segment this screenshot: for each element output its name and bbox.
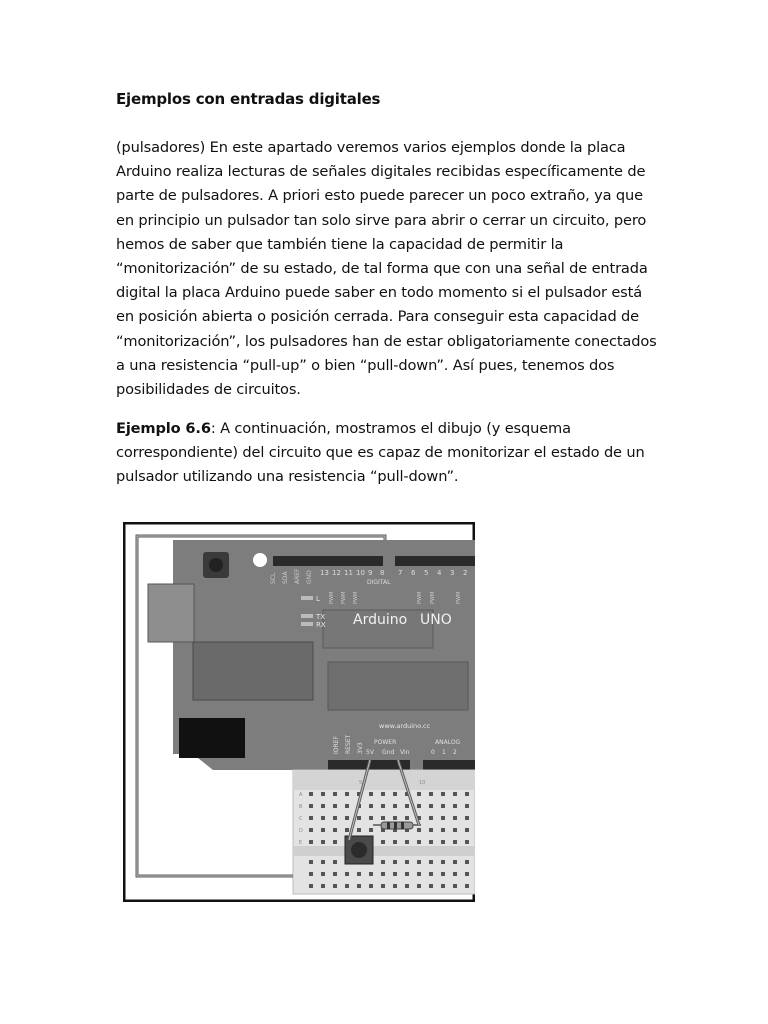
breadboard-hole <box>465 816 469 820</box>
breadboard-hole <box>405 884 409 888</box>
breadboard-hole <box>465 792 469 796</box>
example-paragraph <box>116 417 664 490</box>
section-heading: Ejemplos con entradas digitales <box>116 90 381 108</box>
breadboard-hole <box>429 872 433 876</box>
breadboard-hole <box>333 872 337 876</box>
breadboard-hole <box>453 840 457 844</box>
breadboard-hole <box>465 840 469 844</box>
led-tx <box>301 614 313 618</box>
pwm-label-11: PWM <box>329 591 335 604</box>
breadboard-hole <box>333 792 337 796</box>
pin-label-gnd: GND <box>306 570 313 584</box>
breadboard-hole <box>321 816 325 820</box>
pwm-label-5: PWM <box>430 591 436 604</box>
breadboard-hole <box>393 816 397 820</box>
board-name: Arduino <box>353 612 408 628</box>
pwm-label-6: PWM <box>417 591 423 604</box>
breadboard-hole <box>417 860 421 864</box>
breadboard-hole <box>333 860 337 864</box>
breadboard-hole <box>465 872 469 876</box>
breadboard-hole <box>345 884 349 888</box>
breadboard-hole <box>453 816 457 820</box>
breadboard-hole <box>393 840 397 844</box>
breadboard-hole <box>417 804 421 808</box>
pwm-label-3: PWM <box>456 591 462 604</box>
breadboard-hole <box>465 860 469 864</box>
breadboard-hole <box>357 884 361 888</box>
led-label-l: L <box>316 595 320 603</box>
breadboard-hole <box>429 816 433 820</box>
breadboard-hole <box>309 860 313 864</box>
breadboard-hole <box>441 816 445 820</box>
row-label-d: D <box>299 828 303 834</box>
digital-header-left <box>273 556 383 566</box>
pin-number-3: 3 <box>450 569 455 577</box>
breadboard-hole <box>369 792 373 796</box>
breadboard-hole <box>429 828 433 832</box>
breadboard-hole <box>321 792 325 796</box>
breadboard-hole <box>405 804 409 808</box>
breadboard-hole <box>441 860 445 864</box>
pin-reset: RESET <box>345 734 352 754</box>
pin-number-9: 9 <box>368 569 373 577</box>
breadboard-hole <box>321 860 325 864</box>
example-label: Ejemplo 6.6 <box>116 420 211 437</box>
col-label-10: 10 <box>419 780 426 786</box>
pin-number-2: 2 <box>463 569 468 577</box>
pin-label-sda: SDA <box>282 571 289 584</box>
breadboard-hole <box>381 816 385 820</box>
led-label-rx: RX <box>316 621 326 629</box>
breadboard-hole <box>429 840 433 844</box>
pin-a1: 1 <box>442 749 446 756</box>
breadboard-hole <box>465 884 469 888</box>
mounting-hole <box>253 553 267 567</box>
breadboard-hole <box>357 872 361 876</box>
breadboard-hole <box>417 840 421 844</box>
pin-gnd: Gnd <box>382 749 395 756</box>
pin-3v3: 3V3 <box>357 742 364 754</box>
breadboard-hole <box>381 840 385 844</box>
breadboard-hole <box>453 804 457 808</box>
pin-label-aref: AREF <box>294 568 301 584</box>
breadboard-hole <box>333 884 337 888</box>
breadboard-hole <box>345 804 349 808</box>
breadboard-hole <box>369 872 373 876</box>
breadboard-hole <box>369 884 373 888</box>
breadboard-hole <box>333 804 337 808</box>
pin-5v: 5V <box>366 749 374 756</box>
row-label-e: E <box>299 840 303 846</box>
breadboard-hole <box>309 872 313 876</box>
breadboard-hole <box>321 872 325 876</box>
breadboard-hole <box>345 792 349 796</box>
pin-number-11: 11 <box>344 569 353 577</box>
breadboard-hole <box>321 884 325 888</box>
breadboard-hole <box>405 840 409 844</box>
pin-ioref: IOREF <box>333 736 340 754</box>
row-label-c: C <box>299 816 303 822</box>
breadboard-hole <box>405 872 409 876</box>
breadboard-hole <box>441 872 445 876</box>
pwm-label-10: PWM <box>341 591 347 604</box>
breadboard-hole <box>453 860 457 864</box>
breadboard-hole <box>429 804 433 808</box>
breadboard-hole <box>369 816 373 820</box>
breadboard-hole <box>333 816 337 820</box>
circuit-illustration <box>123 522 475 902</box>
breadboard-hole <box>465 828 469 832</box>
breadboard-hole <box>309 816 313 820</box>
analog-header <box>423 760 475 770</box>
breadboard-hole <box>381 792 385 796</box>
breadboard-hole <box>453 872 457 876</box>
board-chip <box>193 642 313 700</box>
breadboard-hole <box>417 828 421 832</box>
breadboard-hole <box>393 860 397 864</box>
breadboard-hole <box>381 804 385 808</box>
power-label: POWER <box>374 739 397 746</box>
led-label-tx: TX <box>316 613 326 621</box>
breadboard-hole <box>333 840 337 844</box>
breadboard-hole <box>381 872 385 876</box>
breadboard-hole <box>417 884 421 888</box>
breadboard-hole <box>369 804 373 808</box>
breadboard-hole <box>309 792 313 796</box>
pin-vin: Vin <box>400 749 410 756</box>
example-description: : A continuación, mostramos el dibujo (y esquema correspondiente) del circuito que es capaz de monitorizar el estado de un pulsador utilizando una resistencia “pull-down”. <box>116 420 645 486</box>
led-rx <box>301 622 313 626</box>
row-label-a: A <box>299 792 303 798</box>
breadboard-hole <box>393 804 397 808</box>
digital-header-right <box>395 556 475 566</box>
breadboard-hole <box>333 828 337 832</box>
breadboard-hole <box>405 860 409 864</box>
breadboard-hole <box>309 804 313 808</box>
breadboard-hole <box>429 860 433 864</box>
col-label-5: 5 <box>359 780 363 786</box>
breadboard-hole <box>357 828 361 832</box>
breadboard-hole <box>393 792 397 796</box>
breadboard-hole <box>393 872 397 876</box>
breadboard-hole <box>441 840 445 844</box>
breadboard-hole <box>345 828 349 832</box>
breadboard-hole <box>369 828 373 832</box>
pin-number-4: 4 <box>437 569 442 577</box>
breadboard-hole <box>309 884 313 888</box>
breadboard-hole <box>321 828 325 832</box>
breadboard-hole <box>453 828 457 832</box>
circuit-figure <box>123 522 475 902</box>
usb-connector <box>148 584 194 642</box>
breadboard-hole <box>441 884 445 888</box>
digital-label: DIGITAL <box>367 579 391 586</box>
breadboard-hole <box>309 828 313 832</box>
intro-paragraph: (pulsadores) En este apartado veremos varios ejemplos donde la placa Arduino realiza lecturas de señales digitales recibidas específicamente de parte de pulsadores. A priori esto puede parecer un poco extraño, ya que en principio un pulsador tan solo sirve para abrir o cerrar un circuito, pero hemos de saber que también tiene la capacidad de permitir la “monitorización” de su estado, de tal forma que con una señal de entrada digital la placa Arduino puede saber en todo momento si el pulsador está en posición abierta o posición cerrada. Para conseguir esta capacidad de “monitorización”, los pulsadores han de estar obligatoriamente conectados a una resistencia “pull-up” o bien “pull-down”. Así pues, tenemos dos posibilidades de circuitos. <box>116 139 657 399</box>
pin-a2: 2 <box>453 749 457 756</box>
breadboard-hole <box>309 840 313 844</box>
board-website: www.arduino.cc <box>379 722 431 730</box>
pin-number-8: 8 <box>380 569 385 577</box>
breadboard-hole <box>453 792 457 796</box>
breadboard-hole <box>393 884 397 888</box>
breadboard-hole <box>429 792 433 796</box>
breadboard-hole <box>441 828 445 832</box>
pin-number-6: 6 <box>411 569 416 577</box>
pin-number-10: 10 <box>356 569 365 577</box>
breadboard-hole <box>357 816 361 820</box>
pin-number-5: 5 <box>424 569 429 577</box>
pin-a0: 0 <box>431 749 435 756</box>
pin-number-7: 7 <box>398 569 403 577</box>
breadboard-hole <box>381 884 385 888</box>
pin-number-12: 12 <box>332 569 341 577</box>
board-model: UNO <box>420 612 452 628</box>
led-l <box>301 596 313 600</box>
breadboard-hole <box>321 840 325 844</box>
breadboard-hole <box>429 884 433 888</box>
breadboard-hole <box>453 884 457 888</box>
breadboard-hole <box>321 804 325 808</box>
pin-label-scl: SCL <box>270 572 277 584</box>
breadboard-hole <box>345 816 349 820</box>
row-label-b: B <box>299 804 303 810</box>
analog-label: ANALOG <box>435 739 461 746</box>
breadboard-hole <box>345 872 349 876</box>
breadboard-hole <box>381 860 385 864</box>
pwm-label-9: PWM <box>353 591 359 604</box>
breadboard-hole <box>441 792 445 796</box>
breadboard-hole <box>405 816 409 820</box>
power-jack <box>179 718 245 758</box>
breadboard-hole <box>441 804 445 808</box>
breadboard-hole <box>417 792 421 796</box>
breadboard-hole <box>465 804 469 808</box>
breadboard-hole <box>417 872 421 876</box>
pin-number-13: 13 <box>320 569 329 577</box>
